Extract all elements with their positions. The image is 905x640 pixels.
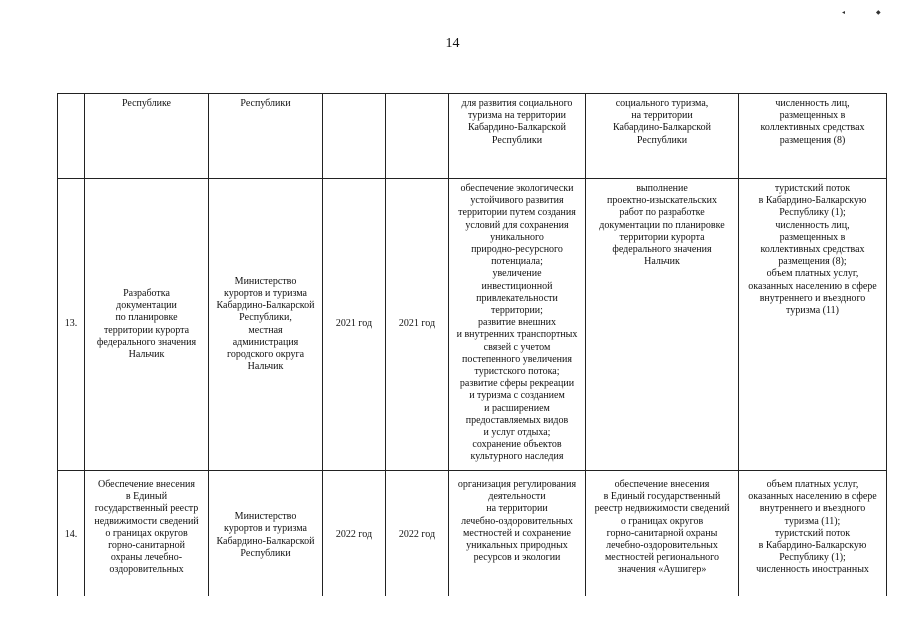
task-cell: обеспечение экологически устойчивого развития территории путем создания условий для сохранения уникального природно-ресурсного потенциала; увеличение инвестиционной привлекательности территории; развитие внешних и внутренних транспортных связей с учетом постепенного увеличения туристского потока; развитие сферы рекреации и туризма с созданием и расширением предоставляемых видов и услуг отдыха; сохранение объектов культурного наследия [449, 179, 586, 471]
row-number [58, 94, 85, 179]
start-year-cell: 2022 год [323, 471, 386, 597]
table-row [58, 471, 887, 597]
result-cell: обеспечение внесения в Единый государственный реестр недвижимости сведений о границах округов горно-санитарной охраны лечебно-оздоровительных местностей регионального значения «Аушигер» [586, 471, 739, 597]
row-number: 14. [58, 471, 85, 597]
end-year-cell [386, 94, 449, 179]
table-row [58, 94, 887, 179]
row-number: 13. [58, 179, 85, 471]
scan-mark: ◂ [842, 10, 846, 16]
indicator-cell: туристский поток в Кабардино-Балкарскую Республику (1); численность лиц, размещенных в коллективных средствах размещения (8); объем платных услуг, оказанных населению в сфере внутреннего и въездного туризма (11) [739, 179, 887, 471]
page-number: 14 [445, 36, 460, 51]
task-cell: для развития социального туризма на территории Кабардино-Балкарской Республики [449, 94, 586, 179]
task-cell: организация регулирования деятельности на территории лечебно-оздоровительных местностей и сохранение уникальных природных ресурсов и экологии [449, 471, 586, 597]
result-cell: выполнение проектно-изыскательских работ по разработке документации по планировке территории курорта федерального значения Нальчик [586, 179, 739, 471]
result-cell: социального туризма, на территории Кабардино-Балкарской Республики [586, 94, 739, 179]
end-year-cell: 2022 год [386, 471, 449, 597]
event-cell: Обеспечение внесения в Единый государственный реестр недвижимости сведений о границах округов горно-санитарной охраны лечебно- оздоровительных [85, 471, 209, 597]
start-year-cell: 2021 год [323, 179, 386, 471]
end-year-cell: 2021 год [386, 179, 449, 471]
event-cell: Республике [85, 94, 209, 179]
table-row [58, 179, 887, 471]
plan-table [57, 93, 887, 596]
event-cell: Разработка документации по планировке территории курорта федерального значения Нальчик [85, 179, 209, 471]
executor-cell: Министерство курортов и туризма Кабардино-Балкарской Республики, местная администрация городского округа Нальчик [209, 179, 323, 471]
scan-mark: ◆ [876, 10, 881, 16]
indicator-cell: численность лиц, размещенных в коллективных средствах размещения (8) [739, 94, 887, 179]
indicator-cell: объем платных услуг, оказанных населению в сфере внутреннего и въездного туризма (11); туристский поток в Кабардино-Балкарскую Республику (1); численность иностранных [739, 471, 887, 597]
executor-cell: Министерство курортов и туризма Кабардино-Балкарской Республики [209, 471, 323, 597]
executor-cell: Республики [209, 94, 323, 179]
start-year-cell [323, 94, 386, 179]
